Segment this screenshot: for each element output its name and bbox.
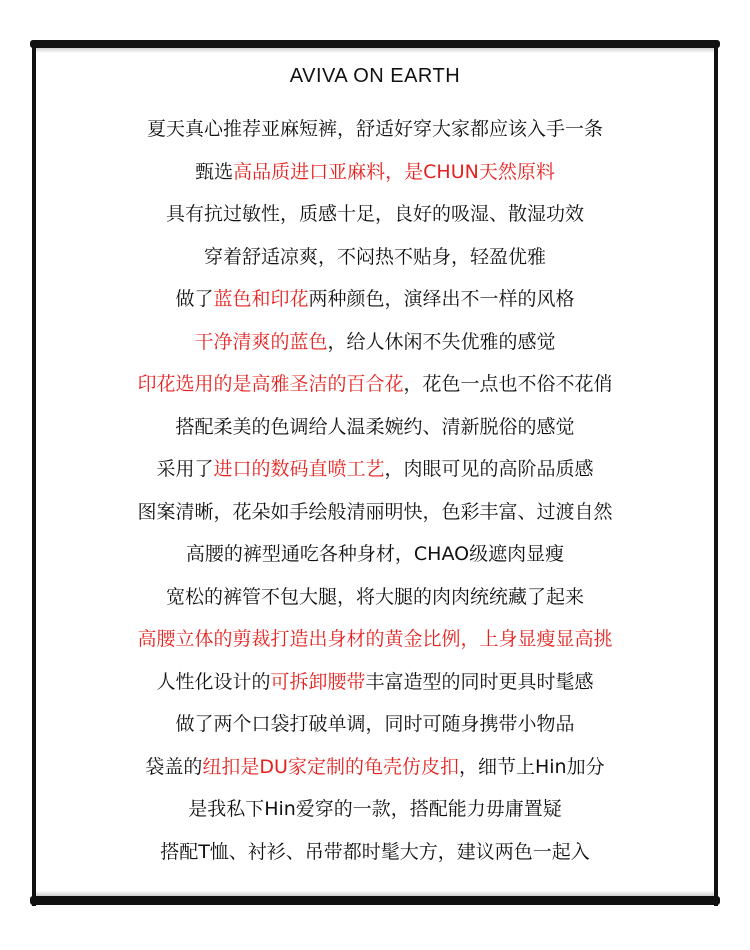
text-line: [60, 368, 690, 411]
text-line: [60, 283, 690, 326]
highlight-text: 高腰立体的剪裁打造出身材的黄金比例，上身显瘦显高挑: [137, 628, 613, 650]
text-line: [60, 326, 690, 369]
body-text: 是我私下Hin爱穿的一款，搭配能力毋庸置疑: [188, 798, 562, 820]
highlight-text: 干净清爽的蓝色: [194, 330, 328, 353]
body-text: 采用了: [156, 458, 214, 480]
text-line: [60, 241, 690, 284]
description-text-block: [60, 113, 690, 878]
text-line: [60, 581, 690, 624]
highlight-text: 进口的数码直喷工艺: [213, 458, 385, 480]
text-line: [60, 623, 690, 666]
body-text: 两种颜色，演绎出不一样的风格: [308, 288, 575, 310]
text-line: [60, 496, 690, 539]
body-text: ，给人休闲不失优雅的感觉: [327, 330, 556, 353]
page-title: AVIVA ON EARTH: [289, 65, 461, 87]
text-line: [60, 113, 690, 156]
highlight-text: 蓝色和印花: [213, 288, 309, 310]
text-line: [60, 156, 690, 199]
highlight-text: 可拆卸腰带: [270, 670, 366, 693]
body-text: 人性化设计的: [156, 670, 271, 693]
body-text: 穿着舒适凉爽，不闷热不贴身，轻盈优雅: [203, 245, 546, 268]
body-text: 做了两个口袋打破单调，同时可随身携带小物品: [175, 713, 575, 735]
body-text: 夏天真心推荐亚麻短裤，舒适好穿大家都应该入手一条: [146, 118, 603, 140]
text-line: [60, 666, 690, 709]
text-line: [60, 453, 690, 496]
body-text: ，肉眼可见的高阶品质感: [384, 458, 594, 480]
body-text: 丰富造型的同时更具时髦感: [365, 670, 594, 693]
body-text: 具有抗过敏性，质感十足，良好的吸湿、散湿功效: [165, 203, 584, 225]
highlight-text: 印花选用的是高雅圣洁的百合花: [137, 373, 404, 395]
body-text: 做了: [175, 288, 214, 310]
text-line: [60, 538, 690, 581]
body-text: 袋盖的: [145, 755, 203, 778]
text-line: [60, 793, 690, 836]
body-text: 搭配T恤、衬衫、吊带都时髦大方，建议两色一起入: [160, 840, 590, 863]
text-line: [60, 198, 690, 241]
body-text: 甄选: [195, 160, 234, 183]
body-text: 图案清晰，花朵如手绘般清丽明快，色彩丰富、过渡自然: [137, 500, 613, 523]
body-text: 宽松的裤管不包大腿，将大腿的肉肉统统藏了起来: [165, 585, 584, 608]
body-text: 高腰的裤型通吃各种身材，CHAO级遮肉显瘦: [185, 543, 565, 565]
body-text: ，花色一点也不俗不花俏: [403, 373, 613, 395]
text-line: [60, 836, 690, 879]
highlight-text: 纽扣是DU家定制的龟壳仿皮扣: [202, 755, 459, 778]
body-text: 搭配柔美的色调给人温柔婉约、清新脱俗的感觉: [175, 415, 575, 438]
text-line: [60, 751, 690, 794]
text-line: [60, 411, 690, 454]
text-line: [60, 708, 690, 751]
frame-bottom-bar: [30, 896, 720, 905]
highlight-text: 高品质进口亚麻料，是CHUN天然原料: [233, 160, 555, 183]
body-text: ，细节上Hin加分: [458, 755, 605, 778]
